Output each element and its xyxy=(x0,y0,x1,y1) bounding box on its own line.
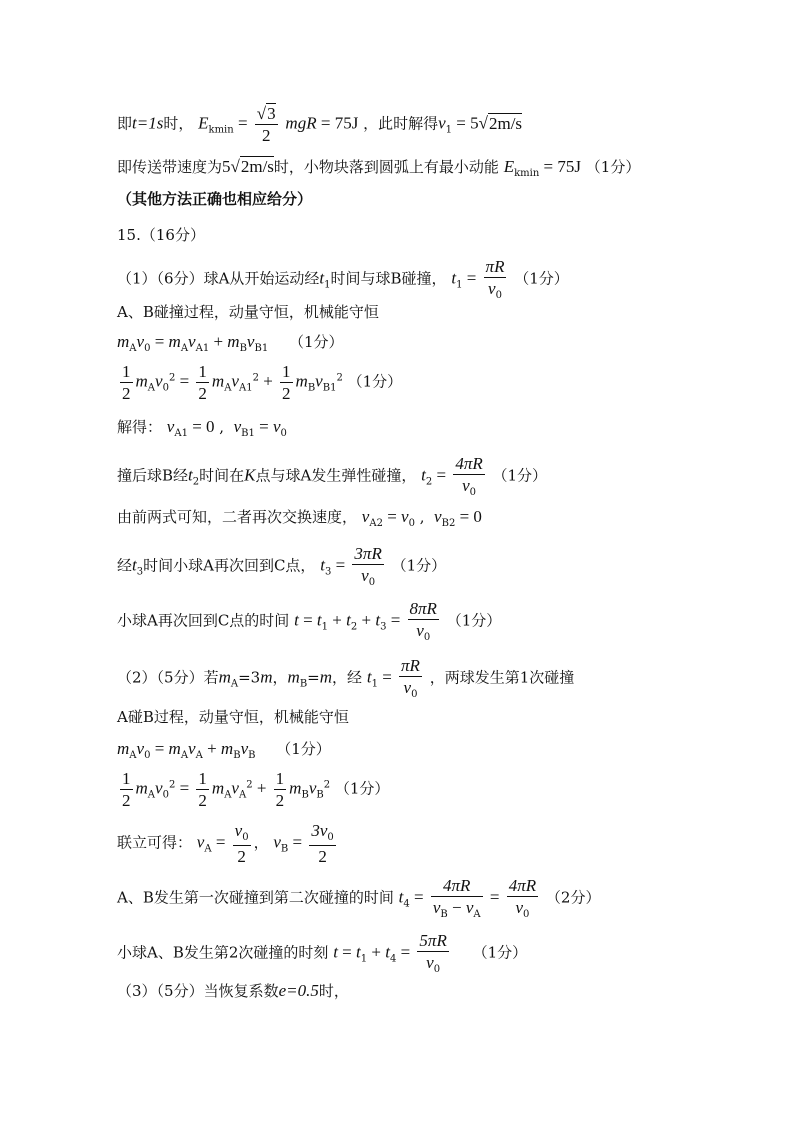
score: （1分） xyxy=(334,779,390,798)
text: A、B发生第一次碰撞到第二次碰撞的时间 xyxy=(117,888,394,907)
value: 5 xyxy=(470,113,479,133)
momentum-equation-2: $m_Av_0 = m_Av_A + m_Bv_B$ （1分） xyxy=(117,739,331,761)
momentum-equation-1: $m_Av_0 = m_Av_{A1} + m_Bv_{B1}$ （1分） xyxy=(117,332,344,354)
part2-heading: （2）（5分）若$m_A=3m$，$m_B=m$，经 $t_1$ = $\frac{\pi R}{v_0}$ ，两球发生第1次碰撞 xyxy=(117,656,575,700)
text: （1）（6分）球A从开始运动经 xyxy=(117,269,320,288)
num: 3v xyxy=(311,821,328,840)
text: ，两球发生第1次碰撞 xyxy=(429,668,575,687)
text: （3）（5分）当恢复系数 xyxy=(117,982,279,1000)
line-ek-min-1: 即t=1s时， $E_{kmin}$ = $\frac{√3}{2}$ mgR = 75J ，此时解得$v_1 = 5√2m/s$ xyxy=(117,104,523,145)
den: 2 xyxy=(261,126,271,145)
line-t3: 经$t_3$时间小球A再次回到C点， $t_3$ = $\frac{3\pi R}{v_0}$ （1分） xyxy=(117,544,447,588)
text: 由前两式可知，二者再次交换速度， xyxy=(117,508,358,526)
text: 时， xyxy=(163,114,194,133)
text: 时间小球A再次回到C点， xyxy=(143,556,316,575)
text: 联立可得： xyxy=(117,833,193,852)
num: πR xyxy=(485,257,505,276)
score: （2分） xyxy=(545,888,601,907)
score: （1分） xyxy=(585,158,641,176)
math: m xyxy=(287,667,300,687)
value: 2m/s xyxy=(488,113,523,133)
solution-1: 解得： $v_{A1} = 0$ , $v_{B1} = v_0$ xyxy=(117,417,287,439)
num: v xyxy=(234,821,243,840)
text: 时， xyxy=(318,982,349,1000)
math: =3 xyxy=(238,668,261,687)
num: 3 xyxy=(267,104,276,123)
line-swap: 由前两式可知，二者再次交换速度， $v_{A2} = v_0$ , $v_{B2} = 0$ xyxy=(117,507,482,529)
text: 小球A再次回到C点的时间 xyxy=(117,611,290,630)
score: （1分） xyxy=(347,372,403,391)
text: 小球A、B发生第2次碰撞的时刻 xyxy=(117,943,329,962)
score: （1分） xyxy=(288,333,344,351)
math: e=0.5 xyxy=(278,981,319,1000)
line-second-collision: 小球A、B发生第2次碰撞的时刻 $t = t_1 + t_4$ = $\frac{5\pi R}{v_0}$ （1分） xyxy=(117,931,528,975)
text: 时间在 xyxy=(199,466,245,485)
score: （1分） xyxy=(492,466,548,485)
collision-conservation: A、B碰撞过程，动量守恒，机械能守恒 xyxy=(117,303,379,321)
part1-heading: （1）（6分）球A从开始运动经$t_1$时间与球B碰撞， $t_1$ = $\frac{\pi R}{v_0}$ （1分） xyxy=(117,257,569,301)
text: 即传送带速度为 xyxy=(117,158,223,176)
score: （1分） xyxy=(446,611,502,630)
num: 3πR xyxy=(354,544,382,563)
text: ，经 xyxy=(332,668,363,687)
text: 时，小物块落到圆弧上有最小动能 xyxy=(273,158,499,176)
text: 即 xyxy=(117,114,133,133)
line-t2: 撞后球B经$t_2$时间在K点与球A发生弹性碰撞， $t_2$ = $\frac{4\pi R}{v_0}$ （1分） xyxy=(117,454,548,498)
note-other-methods: （其他方法正确也相应给分） xyxy=(117,190,313,208)
value: 0 xyxy=(206,417,215,436)
math: m xyxy=(218,667,231,687)
text: 解得： xyxy=(117,418,163,436)
text: 经 xyxy=(117,556,133,575)
text: ，此时解得 xyxy=(363,114,439,133)
math: t=1s xyxy=(132,113,164,133)
text: 点与球A发生弹性碰撞， xyxy=(255,466,417,485)
collision-conservation-2: A碰B过程，动量守恒，机械能守恒 xyxy=(117,708,349,726)
text: 时间与球B碰撞， xyxy=(330,269,447,288)
solution-2: 联立可得： $v_A$ = $\frac{v_0}{2}$ ， $v_B$ = $\frac{3v_0}{2}$ xyxy=(117,821,334,866)
text: 撞后球B经 xyxy=(117,466,189,485)
energy-equation-1: $\frac{1}{2}$ $m_Av_0^2$ = $\frac{1}{2}$ $m_Av_{A1}^2$ + $\frac{1}{2}$ $m_Bv_{B1}^2$ （1分） xyxy=(122,362,403,403)
line-ek-min-2: 即传送带速度为5√2m/s时，小物块落到圆弧上有最小动能 $E_{kmin} = 75J$ （1分） xyxy=(117,157,641,179)
num: 8πR xyxy=(409,599,437,618)
num: 5πR xyxy=(419,931,447,950)
math: = xyxy=(307,668,320,687)
score: （1分） xyxy=(276,740,331,758)
value: 75J xyxy=(334,113,359,133)
num: 1 xyxy=(122,362,131,381)
part3-heading xyxy=(117,982,349,999)
value: 5 xyxy=(222,157,231,176)
line-total-time: 小球A再次回到C点的时间 $t = t_1 + t_2 + t_3$ = $\frac{8\pi R}{v_0}$ （1分） xyxy=(117,599,502,643)
energy-equation-2: $\frac{1}{2}$ $m_Av_0^2$ = $\frac{1}{2}$ $m_Av_A^2$ + $\frac{1}{2}$ $m_Bv_B^2$ （1分） xyxy=(122,769,390,810)
value: 2m/s xyxy=(240,157,274,176)
text: （2）（5分）若 xyxy=(117,668,219,687)
num: 4πR xyxy=(455,454,483,473)
question-15-heading: 15.（16分） xyxy=(117,226,205,244)
score: （1分） xyxy=(472,943,528,962)
line-t4: A、B发生第一次碰撞到第二次碰撞的时间 $t_4$ = $\frac{4\pi R}{v_B - v_A}$ = $\frac{4\pi R}{v_0}$ （2分） xyxy=(117,876,601,920)
score: （1分） xyxy=(391,556,447,575)
score: （1分） xyxy=(514,269,569,288)
